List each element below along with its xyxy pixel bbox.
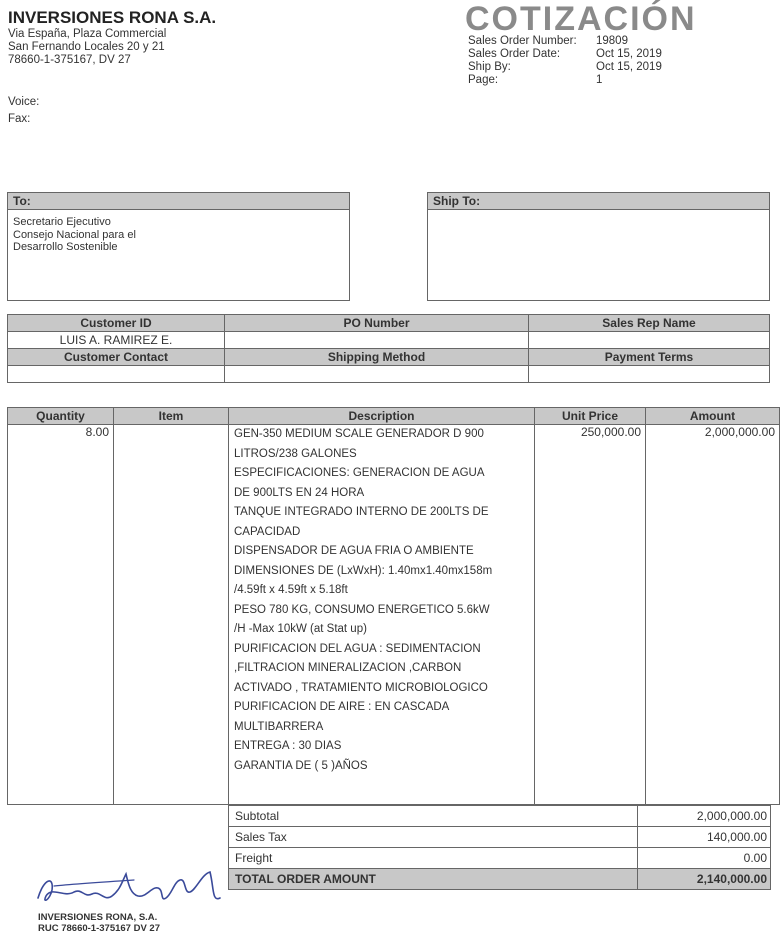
description-line: DIMENSIONES DE (LxWxH): 1.40mx1.40mx158m <box>234 564 493 577</box>
description-line: ENTREGA : 30 DIAS <box>234 740 342 752</box>
document-title: COTIZACIÓN <box>465 0 697 38</box>
subtotal-label: Subtotal <box>229 806 638 827</box>
item-header: Item <box>114 408 229 424</box>
ship-by: Oct 15, 2019 <box>596 61 662 73</box>
description-line: PESO 780 KG, CONSUMO ENERGETICO 5.6kW <box>234 603 490 616</box>
description-cell <box>229 425 535 804</box>
order-meta <box>468 35 662 87</box>
to-line: Consejo Nacional para el <box>13 228 136 241</box>
ship-to-label: Ship To: <box>428 193 769 210</box>
shipping-method-header: Shipping Method <box>225 349 529 366</box>
order-date: Oct 15, 2019 <box>596 48 662 60</box>
fax-label: Fax: <box>8 113 31 125</box>
description-line: GARANTIA DE ( 5 )AÑOS <box>234 759 368 772</box>
sales-rep-value <box>529 332 770 349</box>
shipping-method-value <box>225 366 529 383</box>
po-number-value <box>225 332 529 349</box>
address-line: Via España, Plaza Commercial <box>8 28 167 40</box>
sales-tax-value: 140,000.00 <box>638 827 771 848</box>
voice-label: Voice: <box>8 96 40 108</box>
customer-contact-value <box>8 366 225 383</box>
amount-header: Amount <box>689 409 736 423</box>
page-label: Page: <box>468 74 499 86</box>
to-box <box>7 192 350 301</box>
description-line: PURIFICACION DEL AGUA : SEDIMENTACION <box>234 642 481 655</box>
description-header: Description <box>229 408 535 424</box>
subtotal-value: 2,000,000.00 <box>638 806 771 827</box>
amount-cell: 2,000,000.00 <box>704 425 775 439</box>
description-line: ,FILTRACION MINERALIZACION ,CARBON <box>234 662 462 674</box>
description-line: /H -Max 10kW (at Stat up) <box>234 623 367 635</box>
item-cell <box>114 425 229 804</box>
ship-by-label: Ship By: <box>468 61 511 73</box>
description-line: /4.59ft x 4.59ft x 5.18ft <box>234 584 348 596</box>
to-address <box>8 210 349 254</box>
to-label: To: <box>8 193 349 210</box>
to-line: Desarrollo Sostenible <box>13 241 118 253</box>
company-address <box>8 28 166 67</box>
signature-line: RUC 78660-1-375167 DV 27 <box>38 923 160 934</box>
payment-terms-header: Payment Terms <box>529 349 770 366</box>
page-number: 1 <box>596 74 603 86</box>
ship-to-box <box>427 192 770 301</box>
description-line: DE 900LTS EN 24 HORA <box>234 486 365 499</box>
unit-price-header: Unit Price <box>535 408 646 424</box>
address-line: 78660-1-375167, DV 27 <box>8 54 131 66</box>
description-line: DISPENSADOR DE AGUA FRIA O AMBIENTE <box>234 545 474 557</box>
customer-contact-header: Customer Contact <box>8 349 225 366</box>
table-row <box>8 425 779 804</box>
description-line: ACTIVADO , TRATAMIENTO MICROBIOLOGICO <box>234 681 488 694</box>
order-date-label: Sales Order Date: <box>468 48 561 60</box>
po-number-header: PO Number <box>225 315 529 332</box>
description-line: MULTIBARRERA <box>234 720 324 733</box>
sales-tax-label: Sales Tax <box>229 827 638 848</box>
freight-label: Freight <box>229 848 638 869</box>
description-line: TANQUE INTEGRADO INTERNO DE 200LTS DE <box>234 506 489 518</box>
customer-id-header: Customer ID <box>8 315 225 332</box>
description-line: CAPACIDAD <box>234 525 301 538</box>
customer-id-value: LUIS A. RAMIREZ E. <box>8 332 225 349</box>
to-line: Secretario Ejecutivo <box>13 216 111 228</box>
sales-rep-header: Sales Rep Name <box>529 315 770 332</box>
order-number-label: Sales Order Number: <box>468 35 577 47</box>
quantity-header: Quantity <box>8 408 114 424</box>
total-label: TOTAL ORDER AMOUNT <box>229 869 638 890</box>
description-line: LITROS/238 GALONES <box>234 447 357 460</box>
description-line: ESPECIFICACIONES: GENERACION DE AGUA <box>234 467 485 479</box>
order-number: 19809 <box>596 35 628 47</box>
description-line: PURIFICACION DE AIRE : EN CASCADA <box>234 701 450 713</box>
items-header-row <box>8 408 779 425</box>
total-value: 2,140,000.00 <box>638 869 771 890</box>
customer-info-table <box>7 314 770 383</box>
quantity-cell: 8.00 <box>8 425 114 804</box>
address-line: San Fernando Locales 20 y 21 <box>8 41 165 53</box>
freight-value: 0.00 <box>638 848 771 869</box>
company-name: INVERSIONES RONA S.A. <box>8 8 217 27</box>
totals-table <box>228 805 771 890</box>
signature-line: INVERSIONES RONA, S.A. <box>38 912 158 923</box>
unit-price-cell: 250,000.00 <box>535 425 646 804</box>
signature-caption <box>38 912 160 934</box>
description-line: GEN-350 MEDIUM SCALE GENERADOR D 900 <box>234 428 484 440</box>
contact-block <box>8 94 39 128</box>
payment-terms-value <box>529 366 770 383</box>
signature-image <box>34 868 234 918</box>
items-table <box>7 407 780 805</box>
